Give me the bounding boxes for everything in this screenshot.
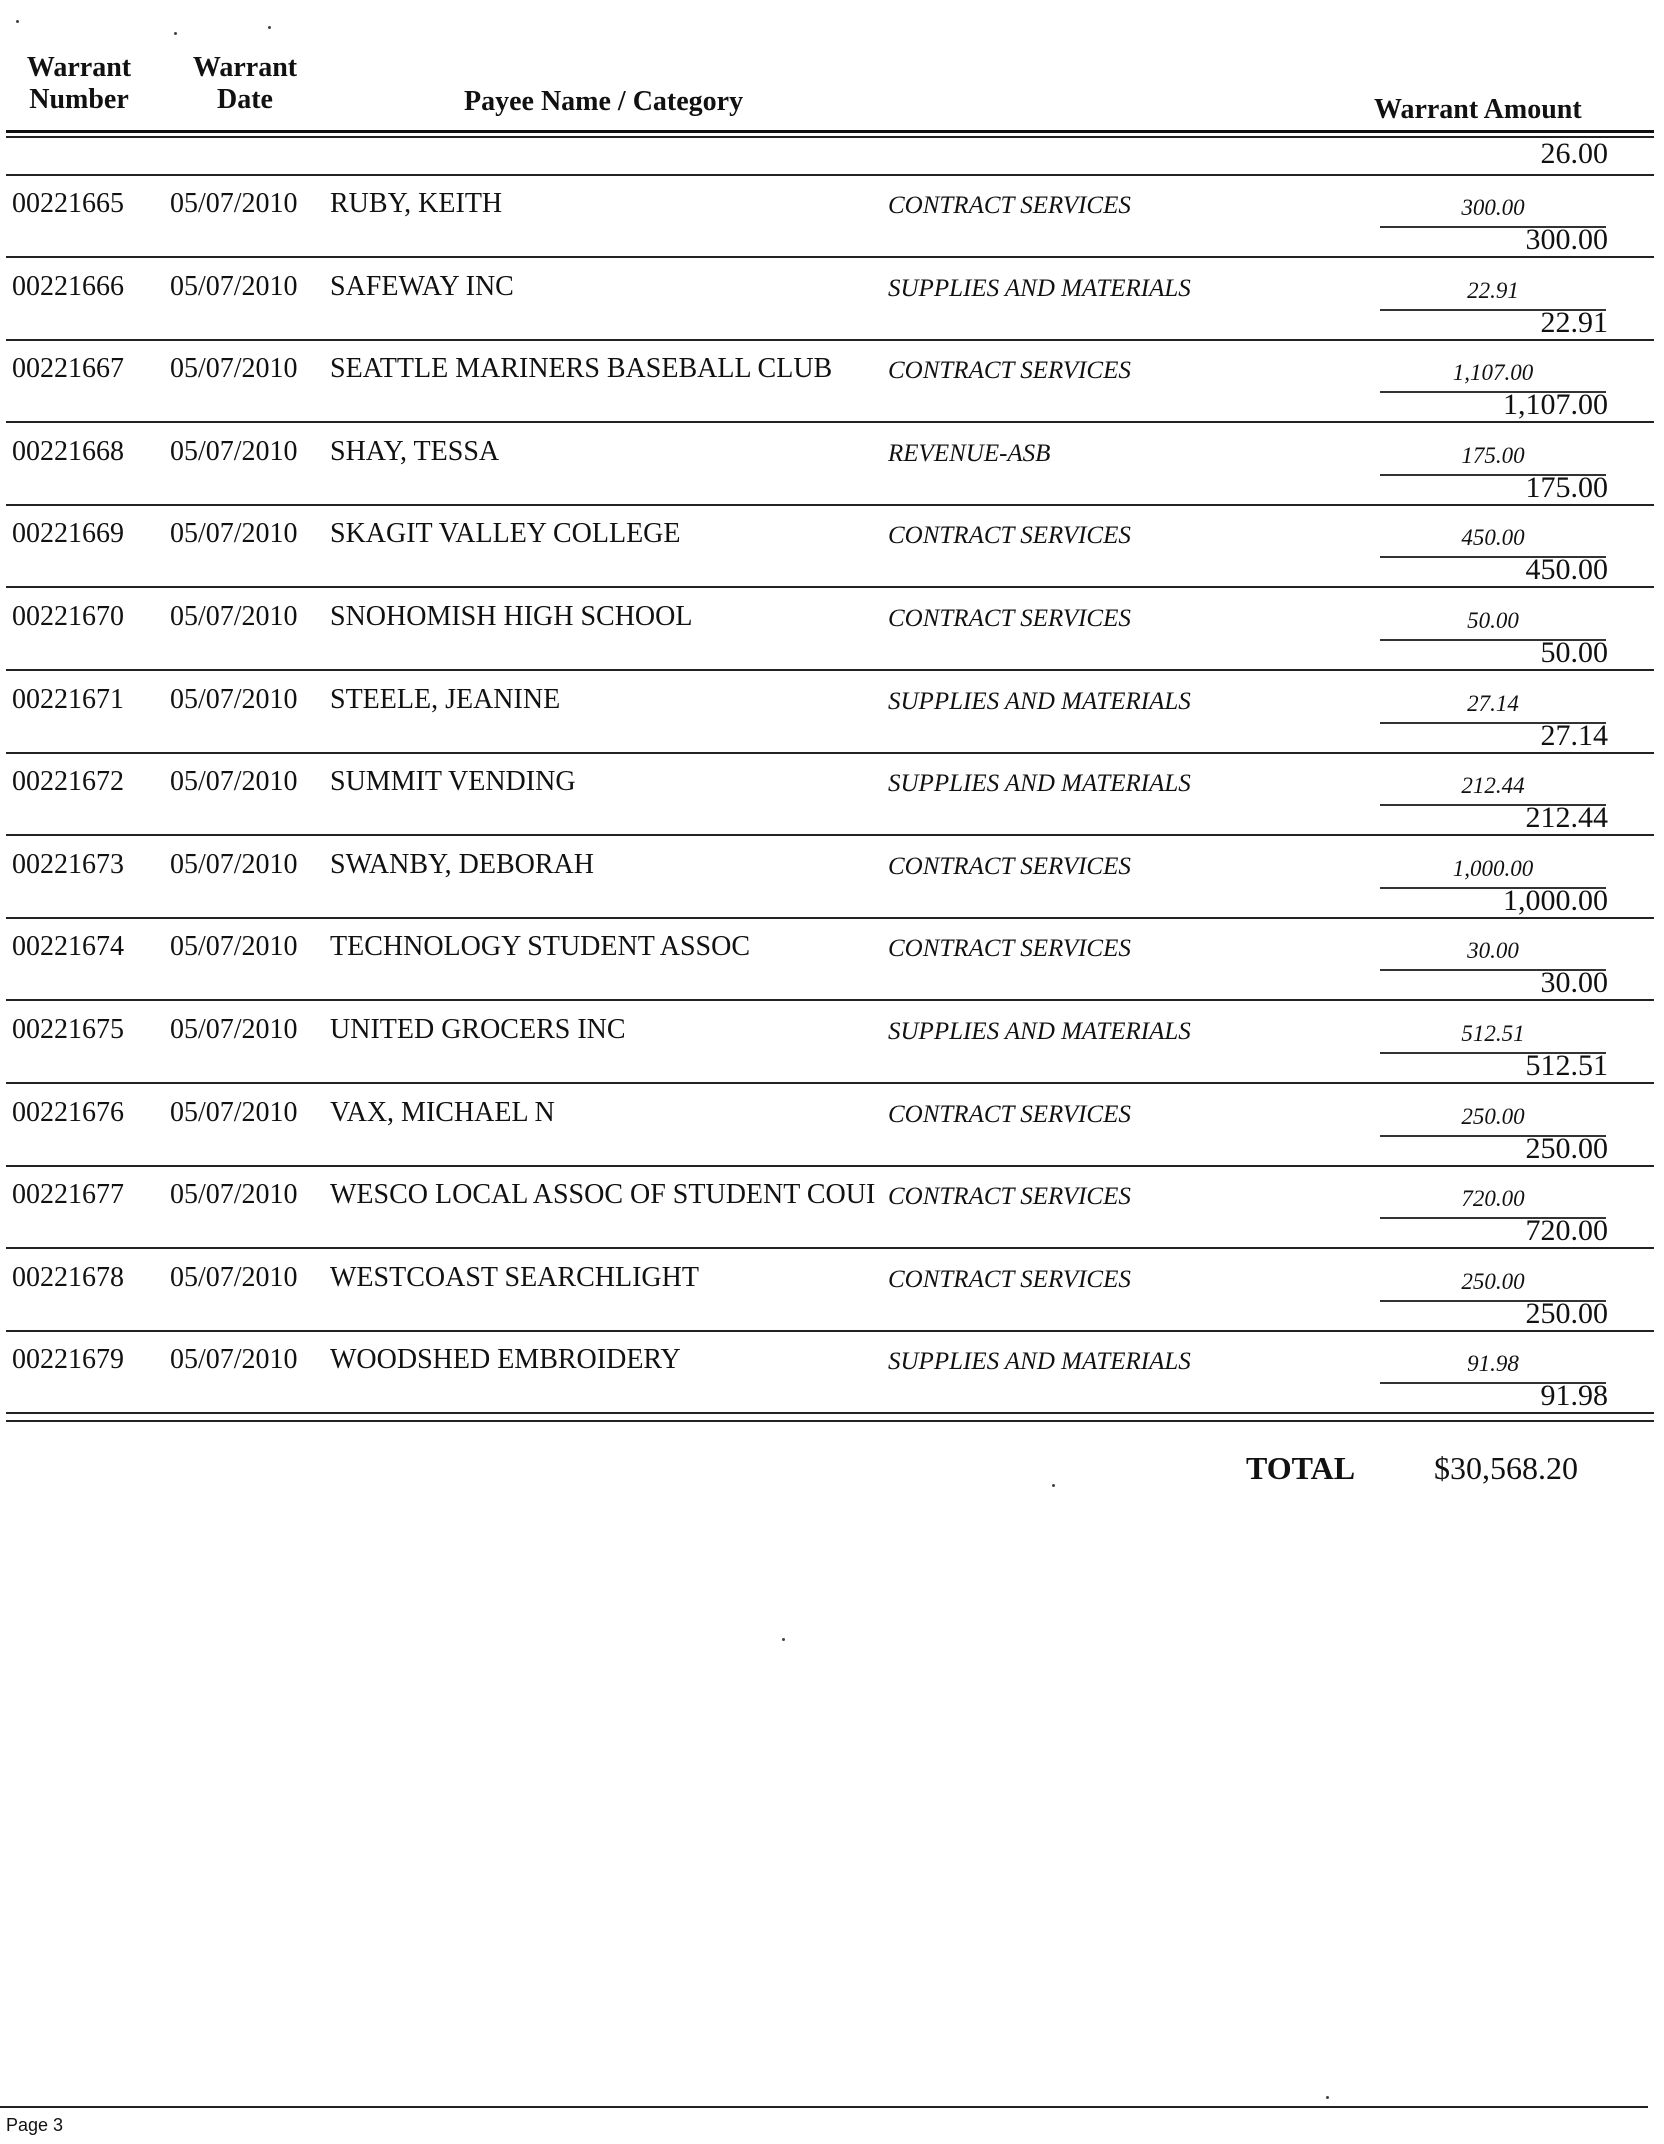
footer-rule [0,2106,1648,2108]
line-amount: 1,107.00 [1380,357,1606,393]
table-end-rule [6,1420,1654,1422]
table-row [0,1085,1664,1167]
line-amount: 27.14 [1380,688,1606,724]
warrant-number: 00221668 [12,435,124,467]
warrant-number: 00221666 [12,270,124,302]
payee-name: SKAGIT VALLEY COLLEGE [330,518,681,550]
warrant-date: 05/07/2010 [170,601,298,632]
warrant-number: 00221670 [12,601,124,632]
warrant-amount: 30.00 [1540,966,1608,1000]
line-amount: 512.51 [1380,1018,1606,1054]
header-warrant-date-line1: Warrant [192,52,298,83]
page-number: Page 3 [6,2115,64,2135]
header-warrant-number-line2: Number [29,84,129,115]
header-warrant-number-line1: Warrant [26,52,132,83]
payee-category: CONTRACT SERVICES [888,1100,1131,1128]
payee-name: VAX, MICHAEL N [330,1096,555,1128]
payee-category: CONTRACT SERVICES [888,1183,1131,1211]
warrant-date: 05/07/2010 [170,1261,298,1293]
line-amount: 1,000.00 [1380,853,1606,889]
payee-category: SUPPLIES AND MATERIALS [888,1348,1191,1376]
payee-name: SAFEWAY INC [330,270,514,302]
table-row [0,1332,1664,1414]
header-warrant-number [12,52,146,116]
table-row [0,672,1664,754]
line-amount: 175.00 [1380,440,1606,476]
line-amount: 250.00 [1380,1101,1606,1137]
warrant-date: 05/07/2010 [170,188,298,219]
line-amount: 450.00 [1380,522,1606,558]
payee-category: CONTRACT SERVICES [888,357,1131,385]
total-label: TOTAL [1246,1450,1356,1486]
scan-speck [782,1638,785,1641]
payee-category: CONTRACT SERVICES [888,192,1131,219]
warrant-date: 05/07/2010 [170,931,298,963]
header-rule-bottom [6,136,1654,138]
table-row [0,589,1664,671]
payee-category: CONTRACT SERVICES [888,935,1131,963]
table-row [0,424,1664,506]
warrant-amount: 50.00 [1540,636,1608,669]
warrant-amount: 512.51 [1525,1049,1608,1082]
warrant-number: 00221673 [12,848,124,880]
warrant-amount: 91.98 [1540,1379,1608,1413]
scan-speck [1326,2096,1329,2099]
header-payee: Payee Name / Category [464,86,744,117]
table-row [0,176,1664,258]
payee-name: SUMMIT VENDING [330,766,576,798]
scan-speck [268,26,271,29]
line-amount: 91.98 [1380,1348,1606,1384]
payee-category: CONTRACT SERVICES [888,852,1131,880]
payee-name: SWANBY, DEBORAH [330,848,594,880]
line-amount: 22.91 [1380,275,1606,311]
row-divider [6,1412,1654,1414]
warrant-number: 00221679 [12,1344,124,1376]
warrant-date: 05/07/2010 [170,270,298,302]
warrant-number: 00221669 [12,518,124,550]
table-row [0,506,1664,588]
warrant-date: 05/07/2010 [170,518,298,550]
warrant-amount: 450.00 [1525,553,1608,587]
payee-name: SEATTLE MARINERS BASEBALL CLUB [330,353,833,385]
line-amount: 300.00 [1380,192,1606,228]
payee-category: CONTRACT SERVICES [888,605,1131,632]
payee-category: SUPPLIES AND MATERIALS [888,687,1191,715]
warrant-date: 05/07/2010 [170,766,298,798]
payee-category: SUPPLIES AND MATERIALS [888,274,1191,302]
warrant-amount: 1,000.00 [1503,883,1608,917]
warrant-number: 00221674 [12,931,124,963]
warrant-amount: 250.00 [1525,1296,1608,1330]
header-warrant-date-line2: Date [217,84,273,115]
warrant-amount: 720.00 [1525,1214,1608,1248]
scan-speck [174,32,177,35]
table-row [0,837,1664,919]
payee-name: STEELE, JEANINE [330,683,561,715]
payee-name: RUBY, KEITH [330,188,503,219]
warrant-date: 05/07/2010 [170,1096,298,1128]
line-amount: 250.00 [1380,1266,1606,1302]
line-amount: 212.44 [1380,770,1606,806]
header-rule-top [6,130,1654,133]
total-value: $30,568.20 [1434,1450,1578,1486]
warrant-date: 05/07/2010 [170,1344,298,1376]
table-row [0,1002,1664,1084]
warrant-date: 05/07/2010 [170,1179,298,1211]
payee-name: UNITED GROCERS INC [330,1014,626,1045]
header-warrant-date [178,52,312,116]
payee-category: SUPPLIES AND MATERIALS [888,770,1191,798]
payee-name: WESTCOAST SEARCHLIGHT [330,1261,699,1293]
warrant-amount: 250.00 [1525,1131,1608,1165]
header-warrant-amount: Warrant Amount [1374,94,1582,125]
warrant-number: 00221667 [12,353,124,385]
warrant-amount: 175.00 [1525,470,1608,504]
carryover-amount: 26.00 [1540,137,1608,170]
payee-name: SHAY, TESSA [330,435,500,467]
warrant-number: 00221675 [12,1014,124,1045]
table-row [0,754,1664,836]
warrant-date: 05/07/2010 [170,683,298,715]
payee-name: WOODSHED EMBROIDERY [330,1344,681,1376]
table-row [0,1250,1664,1332]
payee-name: SNOHOMISH HIGH SCHOOL [330,601,693,632]
payee-category: CONTRACT SERVICES [888,1265,1131,1293]
warrant-date: 05/07/2010 [170,435,298,467]
payee-category: CONTRACT SERVICES [888,522,1131,550]
payee-name: TECHNOLOGY STUDENT ASSOC [330,931,751,963]
table-row [0,341,1664,423]
warrant-number: 00221671 [12,683,124,715]
warrant-amount: 22.91 [1540,305,1608,339]
payee-category: REVENUE-ASB [888,439,1051,467]
warrant-amount: 1,107.00 [1503,388,1608,422]
warrant-amount: 27.14 [1540,718,1608,752]
warrant-number: 00221678 [12,1261,124,1293]
scan-speck [1052,1484,1055,1487]
warrant-number: 00221665 [12,188,124,219]
warrant-date: 05/07/2010 [170,353,298,385]
table-row [0,1167,1664,1249]
line-amount: 30.00 [1380,935,1606,971]
warrant-number: 00221672 [12,766,124,798]
table-row [0,919,1664,1001]
warrant-amount: 300.00 [1525,223,1608,256]
scan-speck [16,20,19,23]
payee-category: SUPPLIES AND MATERIALS [888,1018,1191,1045]
warrant-number: 00221677 [12,1179,124,1211]
warrant-amount: 212.44 [1525,801,1608,835]
line-amount: 720.00 [1380,1183,1606,1219]
warrant-date: 05/07/2010 [170,1014,298,1045]
payee-name: WESCO LOCAL ASSOC OF STUDENT COUI [330,1179,876,1211]
table-row [0,259,1664,341]
warrant-date: 05/07/2010 [170,848,298,880]
line-amount: 50.00 [1380,605,1606,641]
warrant-number: 00221676 [12,1096,124,1128]
